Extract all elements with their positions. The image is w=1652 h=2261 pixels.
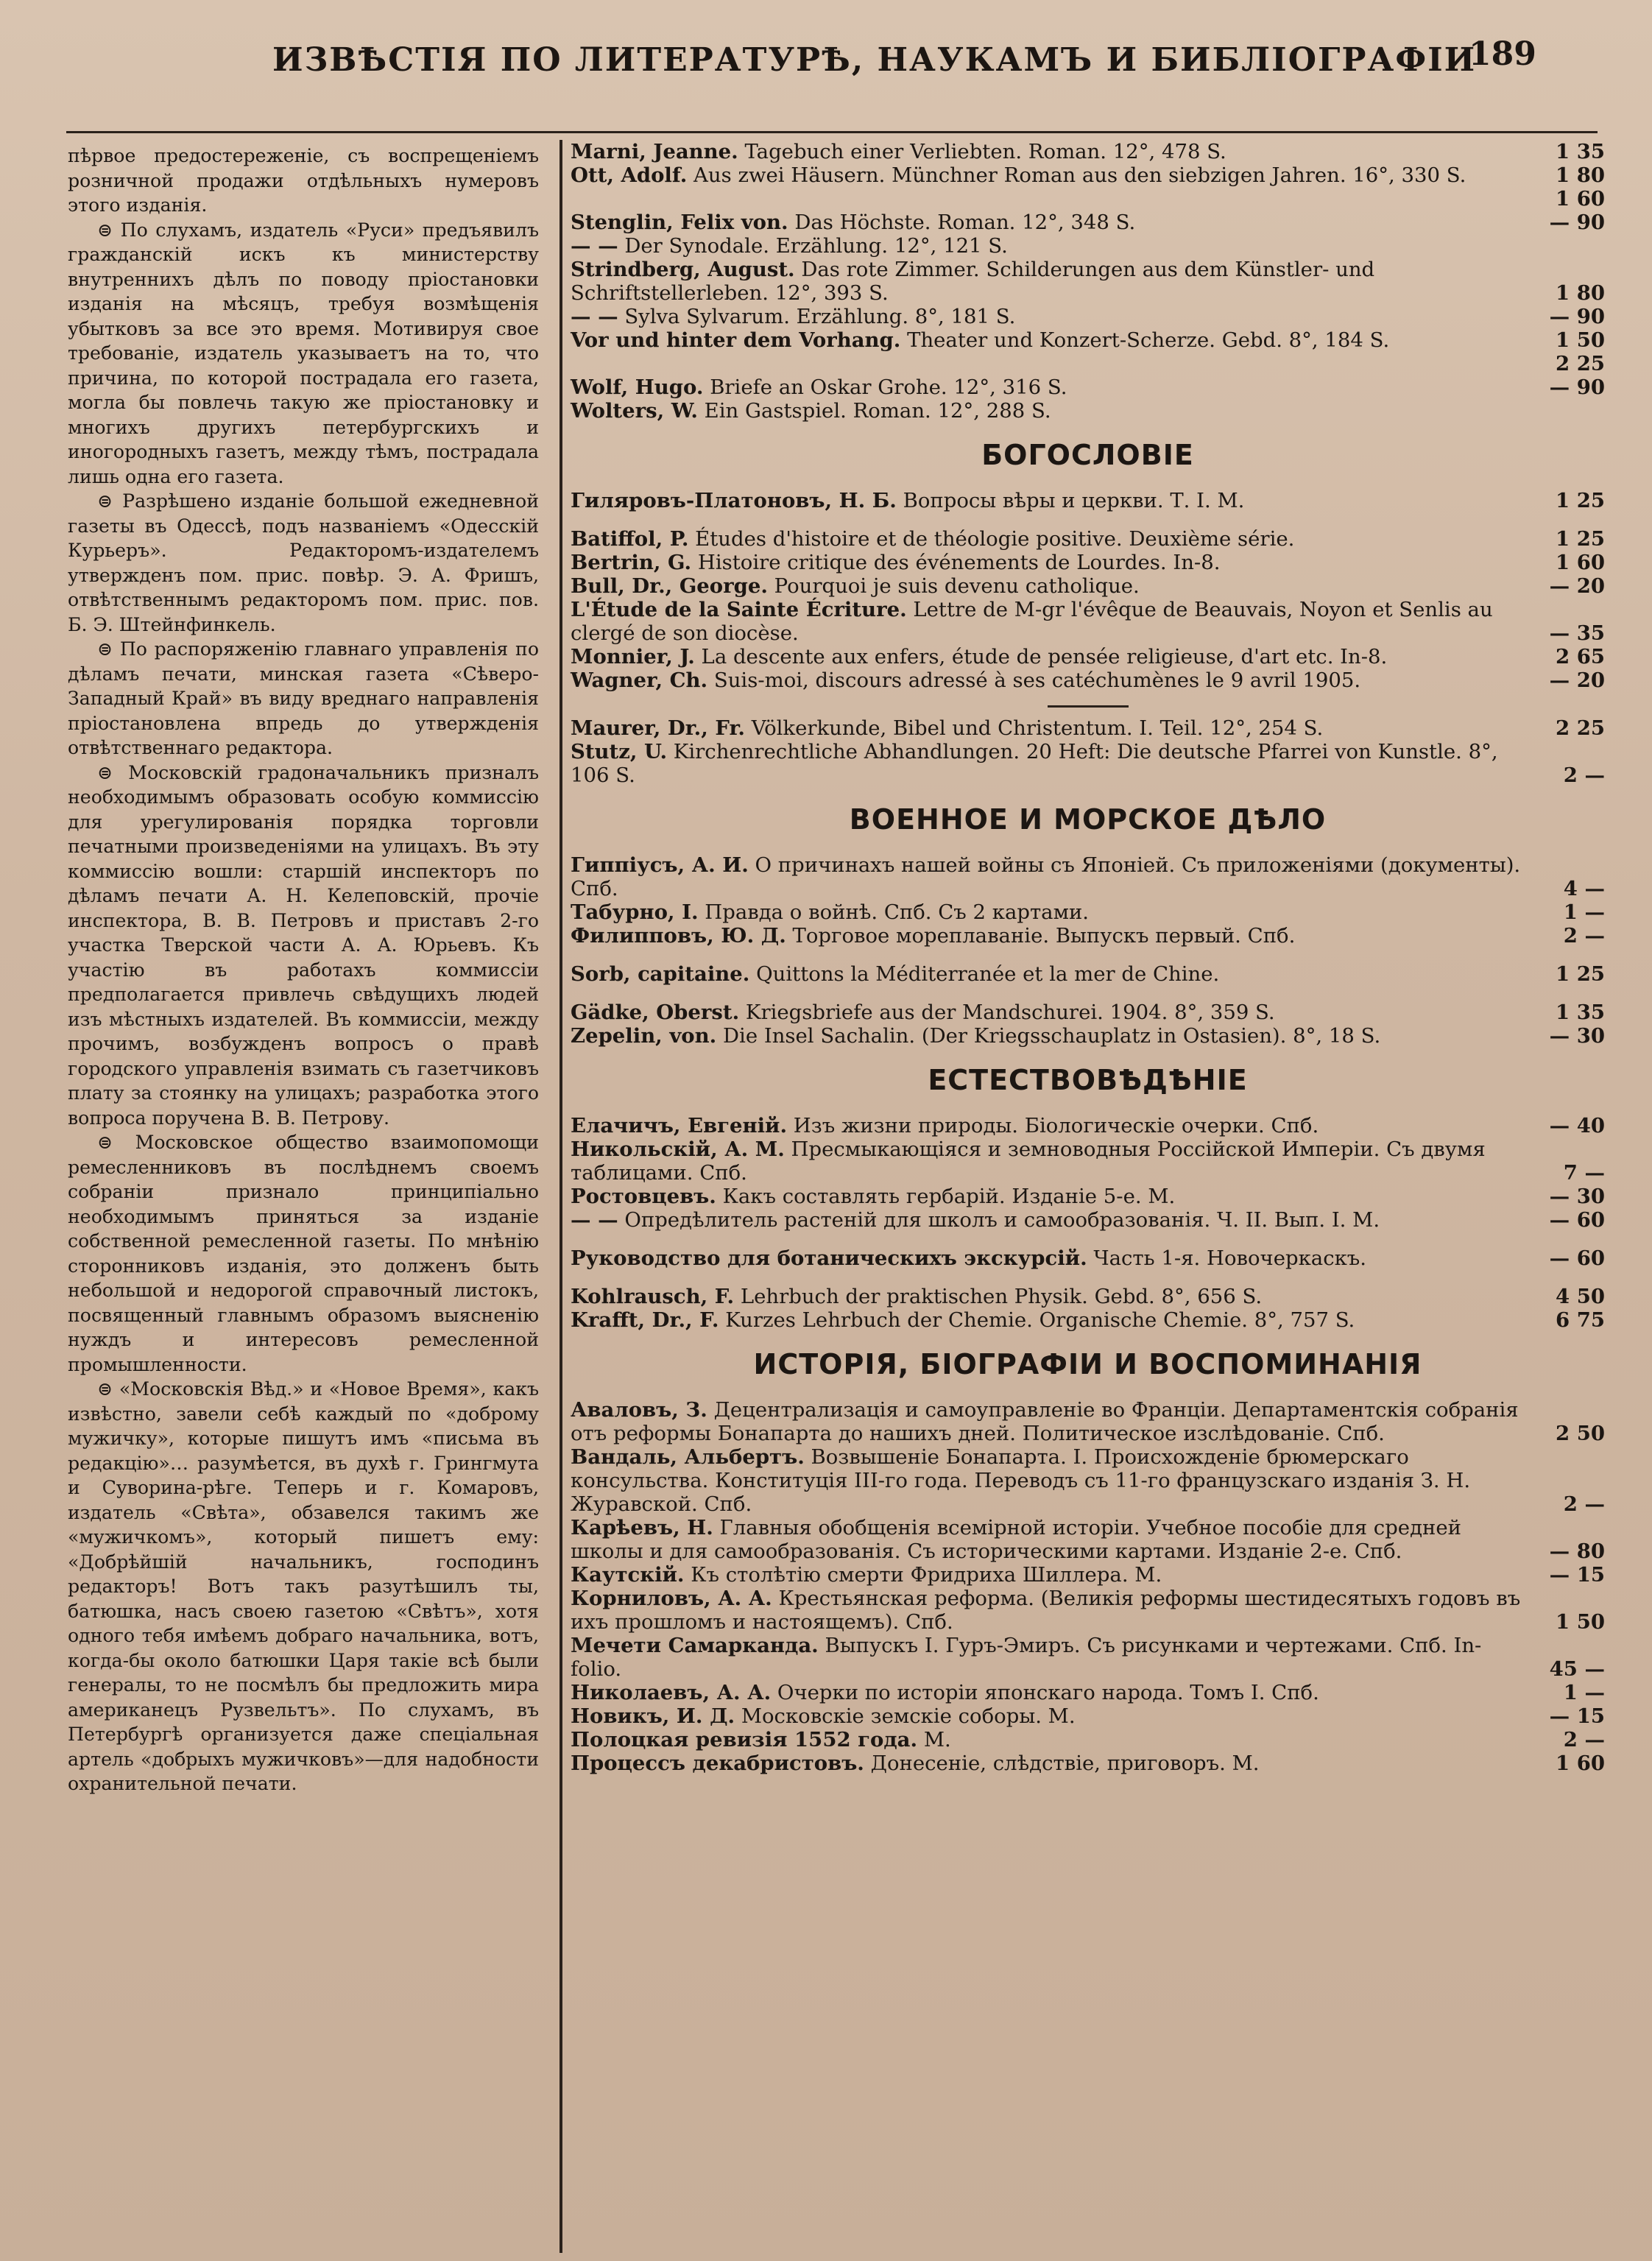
entry-title: Der Synodale. Erzählung. 12°, 121 S.: [618, 234, 1008, 258]
entry-price: 4 —: [1563, 877, 1605, 900]
entry-price: — 30: [1549, 1024, 1605, 1048]
entry-title: Tagebuch einer Verliebten. Roman. 12°, 478 S.: [738, 140, 1226, 163]
section-heading: ВОЕННОЕ И МОРСКОЕ ДѢЛО: [849, 803, 1327, 836]
entry-author: Процессъ декабристовъ.: [571, 1752, 864, 1775]
entry-title: Децентрализація и самоуправленіе во Франціи. Департаментскія собранія отъ реформы Бонапарта до нашихъ дней. Политическое изслѣдованіе. Спб.: [571, 1398, 1519, 1445]
entry-price: — 90: [1549, 375, 1605, 399]
entry-price: 2 65: [1556, 645, 1605, 669]
entry-title: Études d'histoire et de théologie positive. Deuxième série.: [688, 527, 1295, 551]
news-paragraph: пѣрвое предостереженіе, съ воспрещеніемъ розничной продажи отдѣльныхъ нумеровъ этого изданія.: [68, 145, 539, 216]
entry-price: — 20: [1549, 574, 1605, 598]
entry-text: [571, 375, 1524, 399]
group-gap: [571, 512, 1605, 527]
entry-author: Филипповъ, Ю. Д.: [571, 924, 786, 948]
bibliography-entry: [571, 1704, 1605, 1728]
bibliography-entry: [571, 1114, 1605, 1137]
entry-author: Vor und hinter dem Vorhang.: [571, 328, 901, 352]
entry-title: Московскіе земскіе соборы. М.: [735, 1704, 1076, 1728]
entry-title: Очерки по исторіи японскаго народа. Томъ І. Спб.: [771, 1681, 1319, 1704]
entry-price: — 80: [1549, 1539, 1605, 1563]
news-paragraph: ⊜ «Московскія Вѣд.» и «Новое Время», какъ извѣстно, завели себѣ каждый по «доброму мужичку», которые пишутъ имъ «письма въ редакцію»… разумѣется, въ духѣ г. Грингмута и Суворина-рѣге. Теперь и г. Комаровъ, издатель «Свѣта», обзавелся такимъ же «мужичкомъ», который пишетъ ему: «Добрѣйшій начальникъ, господинъ редакторъ! Вотъ такъ разутѣшилъ ты, батюшка, насъ своею газетою «Свѣтъ», хотя одного тебя имѣемъ добраго начальника, вотъ, когда-бы около батюшки Царя такіе всѣ были генералы, то не посмѣлъ бы предложить мира американецъ Рузвельтъ». По слухамъ, въ Петербургѣ организуется даже спеціальная артель «добрыхъ мужичковъ»—для надобности охранительной печати.: [68, 1378, 539, 1794]
news-paragraph: ⊜ Московскій градоначальникъ призналъ необходимымъ образовать особую коммиссію для урегулированія порядка торговли печатными произведеніями на улицахъ. Въ эту коммиссію вошли: старшій инспекторъ по дѣламъ печати А. Н. Келеповскій, прочіе инспектора, В. В. Петровъ и приставъ 2-го участка Тверской части А. А. Юрьевъ. Къ участію въ работахъ коммиссіи предполагается привлечь свѣдущихъ людей изъ мѣстныхъ издателей. Въ коммиссіи, между прочимъ, возбужденъ вопросъ о правѣ городского управленія взимать съ газетчиковъ плату за стоянку на улицахъ; разработка этого вопроса поручена В. В. Петрову.: [68, 761, 539, 1129]
bibliography-entry: [571, 669, 1605, 692]
entry-text: [571, 399, 1524, 423]
bibliography-entry: [571, 1208, 1605, 1232]
entry-price: 1 60: [1556, 551, 1605, 574]
entry-title: Донесеніе, слѣдствіе, приговоръ. М.: [864, 1752, 1260, 1775]
entry-price: 2 —: [1563, 924, 1605, 948]
group-separator: [1048, 705, 1129, 708]
entry-author: Елачичъ, Евгеній.: [571, 1114, 788, 1137]
running-title: ИЗВѢСТІЯ ПО ЛИТЕРАТУРѢ, НАУКАМЪ И БИБЛІОГРАФІИ: [272, 41, 1477, 79]
entry-text: [571, 669, 1524, 692]
entry-text: [571, 1634, 1524, 1681]
entry-text: [571, 1024, 1524, 1048]
entry-title: Lehrbuch der praktischen Physik. Gebd. 8°, 656 S.: [734, 1285, 1263, 1308]
entry-title: Изъ жизни природы. Біологическіе очерки. Спб.: [787, 1114, 1319, 1137]
group-gap: [571, 948, 1605, 962]
entry-text: [571, 1114, 1524, 1137]
entry-price: 2 25: [1556, 716, 1605, 740]
bibliography-entry: [571, 328, 1605, 352]
entry-title: Sylva Sylvarum. Erzählung. 8°, 181 S.: [618, 305, 1016, 328]
entry-text: [571, 1137, 1524, 1185]
bibliography-entry: [571, 1285, 1605, 1308]
entry-title: Опредѣлитель растеній для школъ и самообразованія. Ч. II. Вып. I. М.: [618, 1208, 1380, 1232]
bibliography-entry: [571, 924, 1605, 948]
entry-author: Krafft, Dr., F.: [571, 1308, 719, 1332]
bibliography-entry: [571, 163, 1605, 187]
entry-author: Wolf, Hugo.: [571, 375, 704, 399]
bibliography-entry: [571, 740, 1605, 787]
entry-author: Wagner, Ch.: [571, 669, 708, 692]
entry-price: 1 —: [1563, 900, 1605, 924]
entry-author: Николаевъ, А. А.: [571, 1681, 772, 1704]
entry-price: 2 —: [1563, 1728, 1605, 1752]
bibliography-entry: [571, 1563, 1605, 1587]
entry-price: 1 35: [1556, 140, 1605, 163]
entry-price: — 30: [1549, 1185, 1605, 1208]
news-paragraph: ⊜ Московское общество взаимопомощи ремесленниковъ въ послѣднемъ своемъ собраніи признало принципіально необходимымъ приняться за изданіе собственной ремесленной газеты. По мнѣнію сторонниковъ изданія, это долженъ быть небольшой и недорогой справочный листокъ, посвященный главнымъ образомъ выясненію нуждъ и интересовъ ремесленной промышленности.: [68, 1132, 539, 1375]
entry-price: — 60: [1549, 1208, 1605, 1232]
group-gap: [571, 986, 1605, 1001]
entry-title: Главныя обобщенія всемірной исторіи. Учебное пособіе для средней школы и для самообразованія. Съ историческими картами. Изданіе 2-е. Спб.: [571, 1516, 1461, 1563]
entry-title: Крестьянская реформа. (Великія реформы шестидесятыхъ годовъ въ ихъ прошломъ и настоящемъ). Спб.: [571, 1587, 1521, 1634]
bibliography-entry: [571, 1308, 1605, 1332]
entry-author: Stutz, U.: [571, 740, 668, 763]
entry-title: Pourquoi je suis devenu catholique.: [767, 574, 1140, 598]
entry-title: Kriegsbriefe aus der Mandschurei. 1904. 8°, 359 S.: [739, 1001, 1275, 1024]
bibliography-entry: [571, 399, 1605, 423]
entry-author: Wolters, W.: [571, 399, 698, 423]
bibliography-entry: [571, 645, 1605, 669]
entry-title: Какъ составлять гербарій. Изданіе 5-е. М.: [716, 1185, 1176, 1208]
bibliography-entry: [571, 1752, 1605, 1775]
entry-author: Monnier, J.: [571, 645, 695, 669]
entry-text: [571, 598, 1524, 645]
entry-author: Ростовцевъ.: [571, 1185, 716, 1208]
bibliography-entry: [571, 1728, 1605, 1752]
entry-title: Lettre de M-gr l'évêque de Beauvais, Noyon et Senlis au clergé de son diocèse.: [571, 598, 1493, 645]
entry-title: Пресмыкающіяся и земноводныя Россійской Имперіи. Съ двумя таблицами. Спб.: [571, 1137, 1486, 1185]
bibliography-column: [571, 140, 1605, 1775]
bibliography-entry: [571, 574, 1605, 598]
entry-title: Правда о войнѣ. Спб. Съ 2 картами.: [698, 900, 1090, 924]
entry-text: [571, 140, 1524, 163]
entry-text: [571, 1308, 1524, 1332]
entry-title: Das Höchste. Roman. 12°, 348 S.: [788, 211, 1136, 234]
entry-price: 1 35: [1556, 1001, 1605, 1024]
entry-text: [571, 1208, 1524, 1232]
entry-text: [571, 574, 1524, 598]
entry-author: Bull, Dr., George.: [571, 574, 768, 598]
entry-text: [571, 962, 1524, 986]
entry-price: — 90: [1549, 211, 1605, 234]
entry-title: Вопросы вѣры и церкви. Т. І. М.: [896, 489, 1245, 512]
entry-author: Каутскій.: [571, 1563, 685, 1587]
entry-text: [571, 163, 1524, 187]
entry-price: 2 50: [1556, 1422, 1605, 1445]
entry-author: Sorb, capitaine.: [571, 962, 750, 986]
bibliography-entry: [571, 187, 1605, 211]
entry-author: Stenglin, Felix von.: [571, 211, 788, 234]
bibliography-entry: [571, 1185, 1605, 1208]
entry-text: [571, 853, 1524, 900]
entry-title: Часть 1-я. Новочеркаскъ.: [1087, 1246, 1367, 1270]
group-gap: [571, 1270, 1605, 1285]
entry-text: [571, 1001, 1524, 1024]
bibliography-entry: [571, 352, 1605, 375]
entry-title: Aus zwei Häusern. Münchner Roman aus den siebzigen Jahren. 16°, 330 S.: [687, 163, 1466, 187]
entry-price: — 20: [1549, 669, 1605, 692]
entry-title: М.: [917, 1728, 951, 1752]
bibliography-entry: [571, 1246, 1605, 1270]
entry-text: [571, 258, 1524, 305]
bibliography-entry: [571, 962, 1605, 986]
entry-author: — —: [571, 234, 618, 258]
column-divider: [560, 140, 562, 2253]
entry-text: [571, 645, 1524, 669]
entry-text: [571, 1398, 1524, 1445]
bibliography-entry: [571, 1445, 1605, 1516]
entry-price: — 60: [1549, 1246, 1605, 1270]
bibliography-entry: [571, 211, 1605, 234]
entry-title: Kurzes Lehrbuch der Chemie. Organische Chemie. 8°, 757 S.: [719, 1308, 1355, 1332]
entry-title: Къ столѣтію смерти Фридриха Шиллера. М.: [684, 1563, 1162, 1587]
entry-author: Zepelin, von.: [571, 1024, 717, 1048]
entry-text: [571, 1285, 1524, 1308]
bibliography-entry: [571, 1516, 1605, 1563]
entry-author: — —: [571, 1208, 618, 1232]
entry-text: [571, 1185, 1524, 1208]
entry-price: — 15: [1549, 1563, 1605, 1587]
entry-price: 1 25: [1556, 527, 1605, 551]
bibliography-entry: [571, 489, 1605, 512]
news-column: [68, 144, 539, 1796]
bibliography-entry: [571, 853, 1605, 900]
entry-author: Табурно, І.: [571, 900, 699, 924]
section-heading: ЕСТЕСТВОВѢДѢНІЕ: [928, 1064, 1248, 1096]
entry-author: — —: [571, 305, 618, 328]
entry-price: 1 25: [1556, 489, 1605, 512]
bibliography-entry: [571, 1587, 1605, 1634]
entry-author: Мечети Самарканда.: [571, 1634, 819, 1657]
entry-title: Ein Gastspiel. Roman. 12°, 288 S.: [697, 399, 1051, 423]
news-paragraph: ⊜ По слухамъ, издатель «Руси» предъявилъ гражданскій искъ къ министерству внутреннихъ дѣлъ по поводу пріостановки изданія на мѣсяцъ, требуя возмѣщенія убытковъ за все это время. Мотивируя свое требованіе, издатель указываетъ на то, что причина, по которой пострадала его газета, могла бы повлечь такую же пріостановку и многихъ другихъ петербургскихъ и иногородныхъ газетъ, между тѣмъ, пострадала лишь одна его газета.: [68, 219, 539, 487]
entry-title: Das rote Zimmer. Schilderungen aus dem Künstler- und Schriftstellerleben. 12°, 393 S.: [571, 258, 1375, 305]
entry-author: Strindberg, August.: [571, 258, 795, 281]
bibliography-entry: [571, 234, 1605, 258]
section-heading: БОГОСЛОВІЕ: [981, 439, 1194, 471]
entry-text: [571, 716, 1524, 740]
entry-author: Marni, Jeanne.: [571, 140, 738, 163]
entry-text: [571, 489, 1524, 512]
entry-text: [571, 1445, 1524, 1516]
bibliography-entry: [571, 598, 1605, 645]
entry-text: [571, 352, 1524, 375]
page-number: 189: [1469, 35, 1536, 73]
entry-author: Maurer, Dr., Fr.: [571, 716, 745, 740]
entry-text: [571, 1681, 1524, 1704]
entry-price: — 40: [1549, 1114, 1605, 1137]
entry-author: Карѣевъ, Н.: [571, 1516, 713, 1539]
group-gap: [571, 1232, 1605, 1246]
entry-text: [571, 1587, 1524, 1634]
bibliography-entry: [571, 527, 1605, 551]
entry-price: 45 —: [1549, 1657, 1605, 1681]
bibliography-entry: [571, 1634, 1605, 1681]
bibliography-entry: [571, 258, 1605, 305]
entry-text: [571, 234, 1524, 258]
bibliography-entry: [571, 716, 1605, 740]
entry-text: [571, 900, 1524, 924]
bibliography-entry: [571, 140, 1605, 163]
entry-title: Quittons la Méditerranée et la mer de Chine.: [749, 962, 1220, 986]
belles-lettres-list: [571, 140, 1605, 423]
entry-title: О причинахъ нашей войны съ Японіей. Съ приложеніями (документы). Спб.: [571, 853, 1521, 900]
entry-title: Возвышеніе Бонапарта. І. Происхожденіе брюмерскаго консульства. Конституція ІІІ-го года. Переводъ съ 11-го французскаго изданія З. Н. Журавской. Спб.: [571, 1445, 1471, 1516]
news-paragraph: ⊜ Разрѣшено изданіе большой ежедневной газеты въ Одессѣ, подъ названіемъ «Одесскій Курьеръ». Редакторомъ-издателемъ утвержденъ пом. прис. повѣр. Э. А. Фришъ, отвѣтственнымъ редакторомъ пом. прис. пов. Б. Э. Штейнфинкель.: [68, 490, 539, 635]
entry-author: Гиляровъ-Платоновъ, Н. Б.: [571, 489, 897, 512]
entry-author: Руководство для ботаническихъ экскурсій.: [571, 1246, 1087, 1270]
entry-price: 2 25: [1556, 352, 1605, 375]
entry-author: Вандаль, Альбертъ.: [571, 1445, 805, 1469]
entry-text: [571, 1563, 1524, 1587]
entry-title: Suis-moi, discours adressé à ses catéchumènes le 9 avril 1905.: [707, 669, 1361, 692]
entry-author: Никольскій, А. М.: [571, 1137, 785, 1161]
entry-author: L'Étude de la Sainte Écriture.: [571, 598, 907, 621]
entry-text: [571, 924, 1524, 948]
header-rule: [66, 131, 1598, 133]
entry-price: 4 50: [1556, 1285, 1605, 1308]
entry-price: 1 60: [1556, 187, 1605, 211]
bibliography-entry: [571, 551, 1605, 574]
bibliography-entry: [571, 900, 1605, 924]
entry-text: [571, 740, 1524, 787]
entry-price: 7 —: [1563, 1161, 1605, 1185]
entry-price: 1 50: [1556, 328, 1605, 352]
entry-price: 2 —: [1563, 1492, 1605, 1516]
entry-price: 1 80: [1556, 281, 1605, 305]
entry-title: Histoire critique des événements de Lourdes. In-8.: [691, 551, 1221, 574]
entry-text: [571, 211, 1524, 234]
entry-title: Торговое мореплаваніе. Выпускъ первый. Спб.: [786, 924, 1296, 948]
entry-text: [571, 1246, 1524, 1270]
entry-text: [571, 527, 1524, 551]
entry-price: 1 —: [1563, 1681, 1605, 1704]
entry-price: 1 60: [1556, 1752, 1605, 1775]
bibliography-entry: [571, 1024, 1605, 1048]
news-paragraph: ⊜ По распоряженію главнаго управленія по дѣламъ печати, минская газета «Сѣверо-Западный Край» въ виду вреднаго направленія пріостановлена впредь до утвержденія отвѣтственнаго редактора.: [68, 638, 539, 758]
entry-title: Kirchenrechtliche Abhandlungen. 20 Heft: Die deutsche Pfarrei von Kunstle. 8°, 106 S.: [571, 740, 1498, 787]
page-header: [0, 35, 1652, 94]
entry-price: 2 —: [1563, 763, 1605, 787]
bibliography-entry: [571, 305, 1605, 328]
entry-title: Die Insel Sachalin. (Der Kriegsschauplatz in Ostasien). 8°, 18 S.: [716, 1024, 1381, 1048]
bibliography-sections: [571, 439, 1605, 1775]
entry-text: [571, 328, 1524, 352]
entry-text: [571, 305, 1524, 328]
entry-author: Batiffol, P.: [571, 527, 689, 551]
entry-text: [571, 1728, 1524, 1752]
bibliography-entry: [571, 1681, 1605, 1704]
bibliography-entry: [571, 375, 1605, 399]
entry-title: Выпускъ I. Гуръ-Эмиръ. Съ рисунками и чертежами. Спб. In-folio.: [571, 1634, 1482, 1681]
entry-text: [571, 1752, 1524, 1775]
entry-author: Корниловъ, А. А.: [571, 1587, 772, 1610]
bibliography-entry: [571, 1001, 1605, 1024]
entry-title: Briefe an Oskar Grohe. 12°, 316 S.: [703, 375, 1067, 399]
entry-price: — 35: [1549, 621, 1605, 645]
entry-text: [571, 187, 1524, 211]
entry-title: Theater und Konzert-Scherze. Gebd. 8°, 184 S.: [900, 328, 1390, 352]
section-heading: ИСТОРІЯ, БІОГРАФІИ И ВОСПОМИНАНІЯ: [753, 1348, 1422, 1380]
entry-price: 1 25: [1556, 962, 1605, 986]
entry-author: Аваловъ, З.: [571, 1398, 707, 1422]
entry-author: Gädke, Oberst.: [571, 1001, 740, 1024]
entry-author: Гиппіусъ, А. И.: [571, 853, 749, 877]
entry-author: Новикъ, И. Д.: [571, 1704, 735, 1728]
entry-author: Ott, Adolf.: [571, 163, 688, 187]
entry-text: [571, 1704, 1524, 1728]
entry-text: [571, 551, 1524, 574]
bibliography-entry: [571, 1137, 1605, 1185]
entry-author: Полоцкая ревизія 1552 года.: [571, 1728, 918, 1752]
entry-price: — 15: [1549, 1704, 1605, 1728]
bibliography-entry: [571, 1398, 1605, 1445]
entry-author: Kohlrausch, F.: [571, 1285, 735, 1308]
entry-price: 6 75: [1556, 1308, 1605, 1332]
entry-price: — 90: [1549, 305, 1605, 328]
entry-title: Völkerkunde, Bibel und Christentum. I. Teil. 12°, 254 S.: [745, 716, 1324, 740]
entry-text: [571, 1516, 1524, 1563]
entry-title: La descente aux enfers, étude de pensée religieuse, d'art etc. In-8.: [694, 645, 1388, 669]
entry-author: Bertrin, G.: [571, 551, 692, 574]
entry-price: 1 50: [1556, 1610, 1605, 1634]
entry-price: 1 80: [1556, 163, 1605, 187]
